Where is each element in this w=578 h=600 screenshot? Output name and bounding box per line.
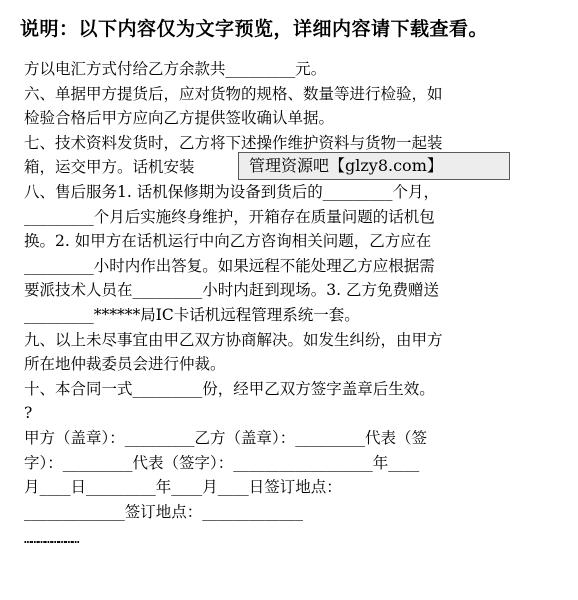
- text-line: 甲方（盖章）：_________乙方（盖章）：_________代表（签: [24, 428, 428, 447]
- text-line: 要派技术人员在_________小时内赶到现场。3. 乙方免费赠送: [24, 281, 439, 300]
- text-line: 所在地仲裁委员会进行仲裁。: [24, 355, 226, 374]
- text-line: 六、单据甲方提货后，应对货物的规格、数量等进行检验，如: [24, 84, 443, 103]
- text-line: 箱，运交甲方。话机安装: [24, 158, 195, 177]
- document-body: [24, 57, 556, 524]
- text-line: 检验合格后甲方应向乙方提供签收确认单据。: [24, 109, 335, 128]
- text-line: 月____日_________年____月____日签订地点：: [24, 478, 342, 497]
- text-line: ?: [24, 404, 33, 423]
- text-line: 七、技术资料发货时，乙方将下述操作维护资料与货物一起装: [24, 133, 443, 152]
- text-line: 字）：_________代表（签字）：__________________年____: [24, 453, 420, 472]
- preview-notice: 说明：以下内容仅为文字预览，详细内容请下载查看。: [20, 18, 489, 40]
- text-line: 方以电汇方式付给乙方余款共_________元。: [24, 60, 327, 78]
- ellipsis-dots: ……………………: [24, 532, 79, 547]
- text-line: _________小时内作出答复。如果远程不能处理乙方应根据需: [24, 256, 435, 275]
- text-line: _________个月后实施终身维护，开箱存在质量问题的话机包: [24, 207, 435, 226]
- text-line: 换。2. 如甲方在话机运行中向乙方咨询相关问题，乙方应在: [24, 232, 432, 251]
- text-line: 八、售后服务1. 话机保修期为设备到货后的_________个月，: [24, 182, 439, 201]
- text-line: _________******局IC卡话机远程管理系统一套。: [24, 305, 360, 324]
- text-line: _____________签订地点：_____________: [24, 502, 304, 521]
- text-line: 十、本合同一式_________份，经甲乙双方签字盖章后生效。: [24, 379, 435, 398]
- text-line: 九、以上未尽事宜由甲乙双方协商解决。如发生纠纷，由甲方: [24, 330, 443, 349]
- watermark-banner: 管理资源吧【glzy8.com】: [238, 152, 510, 180]
